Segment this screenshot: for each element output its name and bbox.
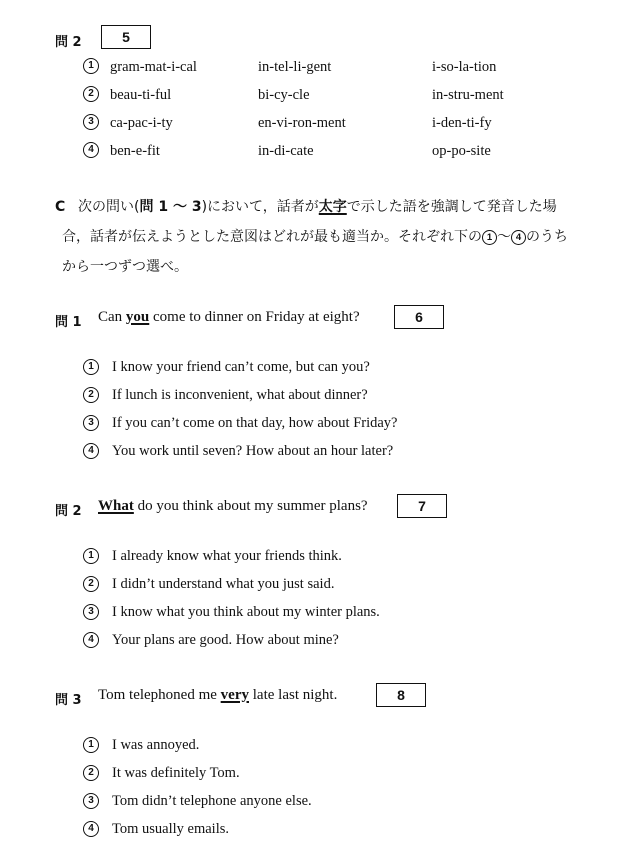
- option-number-badge: 4: [83, 632, 99, 648]
- syllable-word: en-vi-ron-ment: [258, 115, 346, 131]
- question-text: come to dinner on Friday at eight?: [149, 309, 360, 325]
- option-text[interactable]: I didn’t understand what you just said.: [112, 576, 335, 592]
- question-text: Tom telephoned me: [98, 687, 221, 703]
- answer-box[interactable]: 8: [376, 683, 426, 707]
- option-text[interactable]: I know what you think about my winter plans.: [112, 604, 380, 620]
- syllable-word: i-so-la-tion: [432, 59, 497, 75]
- syllable-word: in-stru-ment: [432, 87, 504, 103]
- syllable-word: in-di-cate: [258, 143, 314, 159]
- question-sentence: [98, 498, 368, 515]
- question-label: 問 2: [55, 35, 82, 50]
- option-number-badge: 1: [83, 58, 99, 74]
- section-letter: C: [55, 199, 66, 215]
- instructions-text: 次の問い(: [78, 199, 140, 215]
- option-number-badge: 3: [83, 415, 99, 431]
- option-number-badge: 2: [83, 765, 99, 781]
- instructions-text: 合，話者が伝えようとした意図はどれが最も適当か。それぞれ下の: [62, 229, 482, 245]
- option-number-badge: 3: [83, 793, 99, 809]
- answer-box[interactable]: 6: [394, 305, 444, 329]
- syllable-word: in-tel-li-gent: [258, 59, 332, 75]
- emphasized-word: you: [125, 309, 150, 325]
- instructions-line: [78, 192, 557, 222]
- syllable-word: bi-cy-cle: [258, 87, 310, 103]
- option-number-badge: 2: [83, 576, 99, 592]
- question-text: Can: [98, 309, 126, 325]
- instructions-line: [62, 222, 568, 252]
- option-number-badge: 4: [83, 443, 99, 459]
- option-text[interactable]: You work until seven? How about an hour later?: [112, 443, 394, 459]
- option-number-badge: 2: [83, 387, 99, 403]
- syllable-word: op-po-site: [432, 143, 491, 159]
- option-text[interactable]: Tom didn’t telephone anyone else.: [112, 793, 312, 809]
- instructions-text: のうち: [526, 229, 568, 245]
- instructions-text: )において，話者が: [201, 199, 319, 215]
- option-text[interactable]: It was definitely Tom.: [112, 765, 240, 781]
- answer-box[interactable]: 7: [397, 494, 447, 518]
- question-label: 問 3: [55, 693, 82, 708]
- syllable-word: ben-e-fit: [110, 143, 160, 159]
- syllable-word: beau-ti-ful: [110, 87, 172, 103]
- option-number-badge: 1: [83, 737, 99, 753]
- option-number-badge: 1: [83, 359, 99, 375]
- question-sentence: [98, 309, 360, 326]
- question-text: do you think about my summer plans?: [133, 498, 368, 514]
- instructions-bold: 太字: [318, 199, 347, 215]
- question-label: 問 1: [55, 315, 82, 330]
- option-text[interactable]: I know your friend can’t come, but can you?: [112, 359, 370, 375]
- syllable-word: gram-mat-i-cal: [110, 59, 197, 75]
- option-number-badge: 1: [482, 230, 497, 245]
- question-text: late last night.: [249, 687, 338, 703]
- instructions-bold: 問 1 〜 3: [139, 199, 202, 215]
- instructions-line: から一つずつ選べ。: [62, 259, 188, 275]
- emphasized-word: What: [98, 498, 134, 514]
- option-text[interactable]: Your plans are good. How about mine?: [112, 632, 339, 648]
- syllable-word: i-den-ti-fy: [432, 115, 492, 131]
- syllable-word: ca-pac-i-ty: [110, 115, 173, 131]
- option-number-badge: 4: [83, 142, 99, 158]
- question-label: 問 2: [55, 504, 82, 519]
- instructions-text: で示した語を強調して発音した場: [346, 199, 557, 215]
- option-number-badge: 4: [83, 821, 99, 837]
- question-sentence: [98, 687, 337, 704]
- option-text[interactable]: I already know what your friends think.: [112, 548, 342, 564]
- option-number-badge: 2: [83, 86, 99, 102]
- option-number-badge: 3: [83, 114, 99, 130]
- option-text[interactable]: If you can’t come on that day, how about Friday?: [112, 415, 398, 431]
- option-number-badge: 4: [511, 230, 526, 245]
- option-number-badge: 3: [83, 604, 99, 620]
- option-text[interactable]: If lunch is inconvenient, what about dinner?: [112, 387, 368, 403]
- option-number-badge: 1: [83, 548, 99, 564]
- option-text[interactable]: Tom usually emails.: [112, 821, 229, 837]
- emphasized-word: very: [220, 687, 249, 703]
- instructions-text: 〜: [497, 229, 511, 245]
- option-text[interactable]: I was annoyed.: [112, 737, 200, 753]
- answer-box[interactable]: 5: [101, 25, 151, 49]
